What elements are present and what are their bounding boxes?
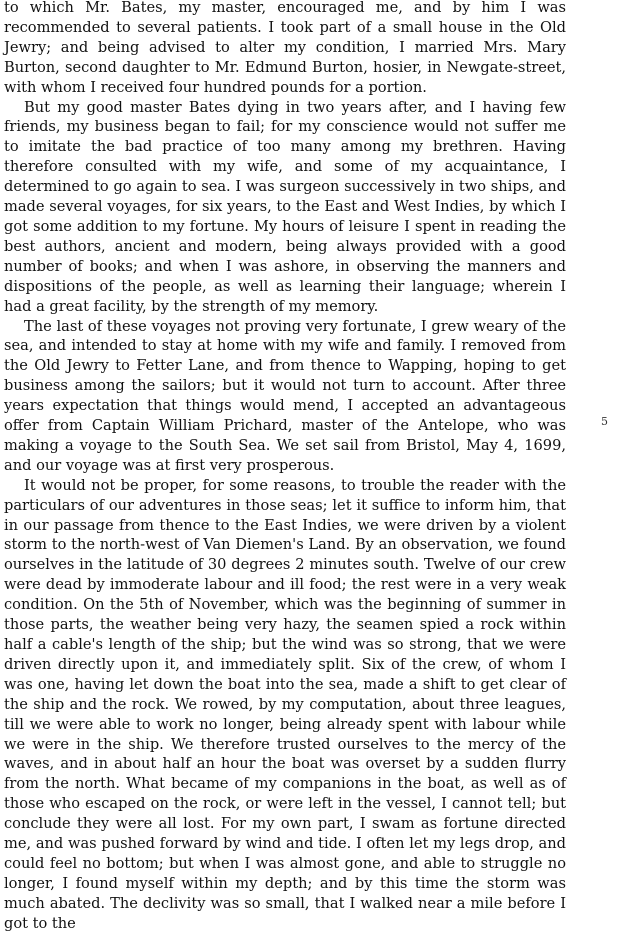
paragraph-2: But my good master Bates dying in two years after, and I having few friends, my business began to fail; for my conscience would not suffer me to imitate the bad practice of too many among my brethren. Having therefore consulted with my wife, and some of my acquaintance, I determined to go again to sea. I was surgeon successively in two ships, and made several voyages, for six years, to the East and West Indies, by which I got some addition to my fortune. My hours of leisure I spent in reading the best authors, ancient and modern, being always provided with a good number of books; and when I was ashore, in observing the manners and dispositions of the people, as well as learning their language; wherein I had a great facility, by the strength of my memory.	[4, 98, 566, 315]
paragraph-1: to which Mr. Bates, my master, encouraged me, and by him I was recommended to several patients. I took part of a small house in the Old Jewry; and being advised to alter my condition, I married Mrs. Mary Burton, second daughter to Mr. Edmund Burton, hosier, in Newgate-street, with whom I received four hundred pounds for a portion.	[4, 0, 566, 96]
paragraph-3: The last of these voyages not proving very fortunate, I grew weary of the sea, and intended to stay at home with my wife and family. I removed from the Old Jewry to Fetter Lane, and from thence to Wapping, hoping to get business among the sailors; but it would not turn to account. After three years expectation that things would mend, I accepted an advantageous offer from Captain William Prichard, master of the Antelope, who was making a voyage to the South Sea. We set sail from Bristol, May 4, 1699, and our voyage was at first very prosperous.	[4, 317, 566, 474]
margin-line-number: 5	[601, 415, 608, 428]
body-text	[4, 0, 566, 934]
paragraph-4: It would not be proper, for some reasons, to trouble the reader with the particulars of our adventures in those seas; let it suffice to inform him, that in our passage from thence to the East Indies, we were driven by a violent storm to the north-west of Van Diemen's Land. By an observation, we found ourselves in the latitude of 30 degrees 2 minutes south. Twelve of our crew were dead by immoderate labour and ill food; the rest were in a very weak condition. On the 5th of November, which was the beginning of summer in those parts, the weather being very hazy, the seamen spied a rock within half a cable's length of the ship; but the wind was so strong, that we were driven directly upon it, and immediately split. Six of the crew, of whom I was one, having let down the boat into the sea, made a shift to get clear of the ship and the rock. We rowed, by my computation, about three leagues, till we were able to work no longer, being already spent with labour while we were in the ship. We therefore trusted ourselves to the mercy of the waves, and in about half an hour the boat was overset by a sudden flurry from the north. What became of my companions in the boat, as well as of those who escaped on the rock, or were left in the vessel, I cannot tell; but conclude they were all lost. For my own part, I swam as fortune directed me, and was pushed forward by wind and tide. I often let my legs drop, and could feel no bottom; but when I was almost gone, and able to struggle no longer, I found myself within my depth; and by this time the storm was much abated. The declivity was so small, that I walked near a mile before I got to the	[4, 476, 566, 932]
